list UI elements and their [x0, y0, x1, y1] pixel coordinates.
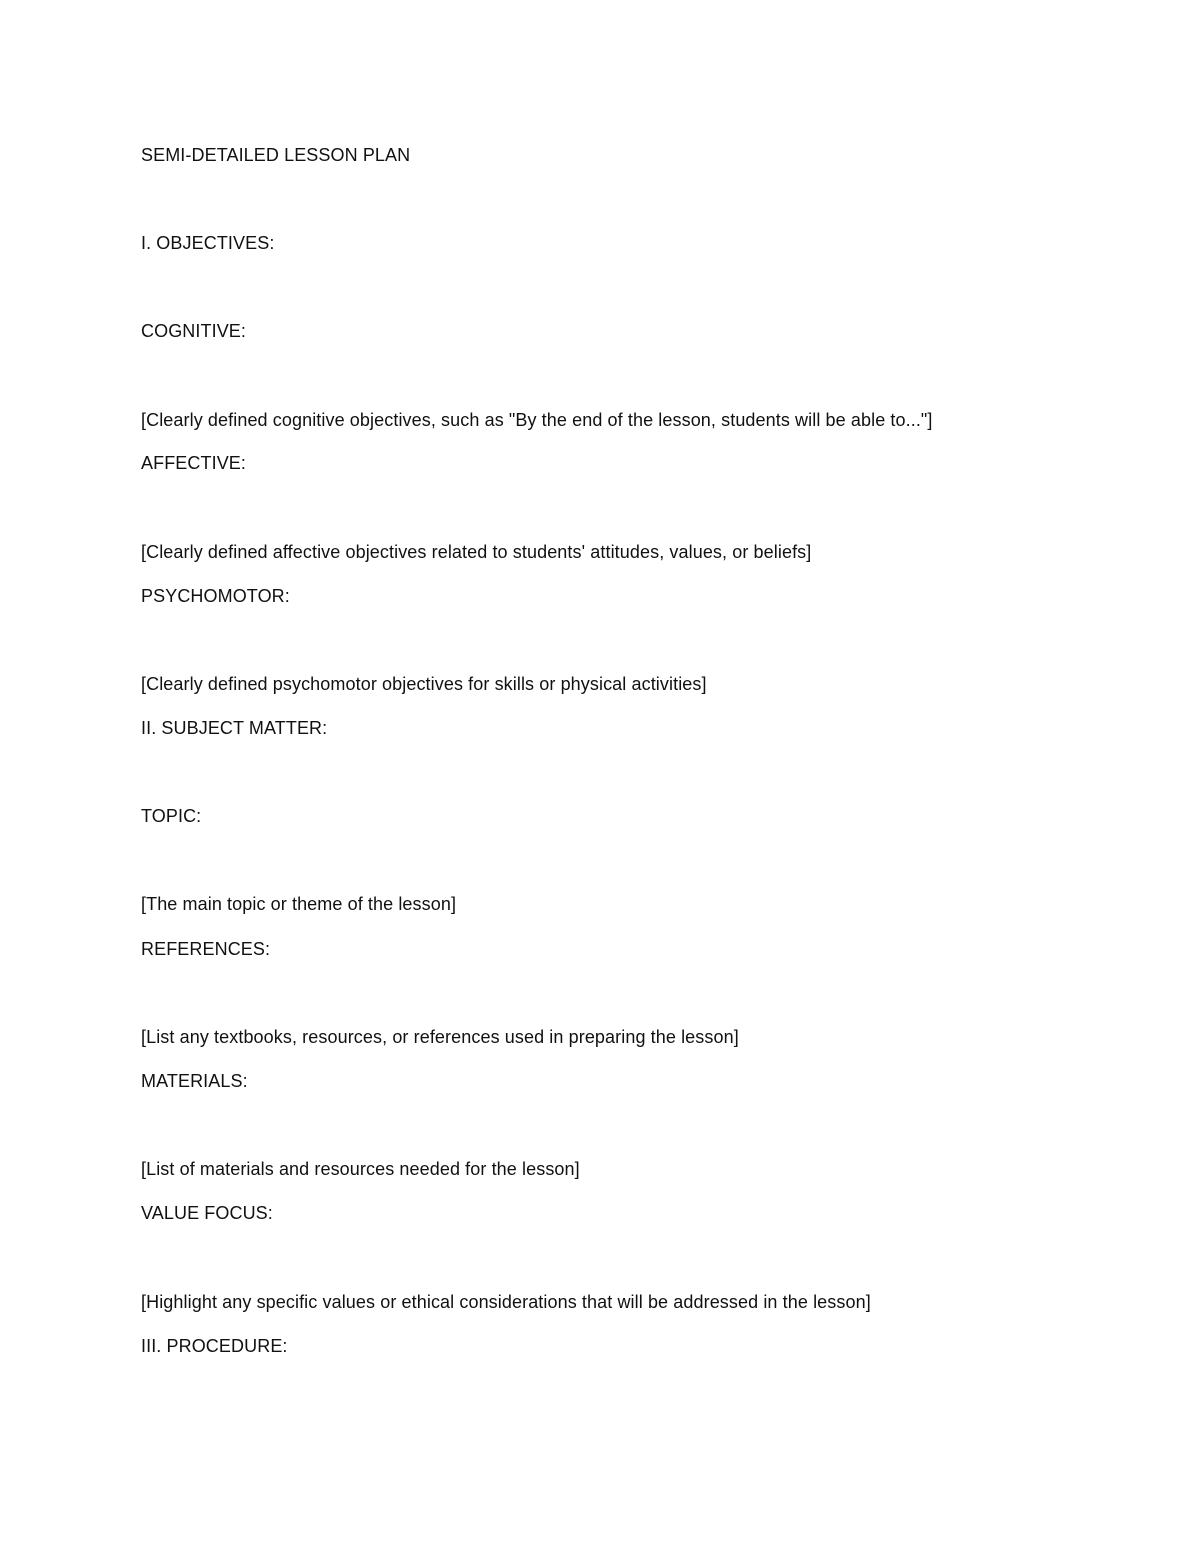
cognitive-label: COGNITIVE: — [141, 321, 247, 341]
references-text: [List any textbooks, resources, or references used in preparing the lesson] — [141, 1027, 739, 1047]
value-focus-label: VALUE FOCUS: — [141, 1203, 273, 1223]
procedure-heading: III. PROCEDURE: — [141, 1336, 288, 1356]
value-focus-text: [Highlight any specific values or ethical considerations that will be addressed in the lesson] — [141, 1292, 871, 1312]
subject-matter-heading: II. SUBJECT MATTER: — [141, 718, 328, 738]
page-title: SEMI-DETAILED LESSON PLAN — [141, 145, 411, 165]
psychomotor-text: [Clearly defined psychomotor objectives for skills or physical activities] — [141, 674, 707, 694]
psychomotor-label: PSYCHOMOTOR: — [141, 586, 290, 606]
materials-label: MATERIALS: — [141, 1071, 248, 1091]
topic-label: TOPIC: — [141, 806, 202, 826]
references-label: REFERENCES: — [141, 939, 271, 959]
cognitive-text: [Clearly defined cognitive objectives, such as "By the end of the lesson, students will be able to..."] — [141, 410, 933, 430]
materials-text: [List of materials and resources needed for the lesson] — [141, 1159, 580, 1179]
topic-text: [The main topic or theme of the lesson] — [141, 894, 457, 914]
affective-label: AFFECTIVE: — [141, 453, 247, 473]
affective-text: [Clearly defined affective objectives related to students' attitudes, values, or beliefs] — [141, 542, 812, 562]
objectives-heading: I. OBJECTIVES: — [141, 233, 275, 253]
